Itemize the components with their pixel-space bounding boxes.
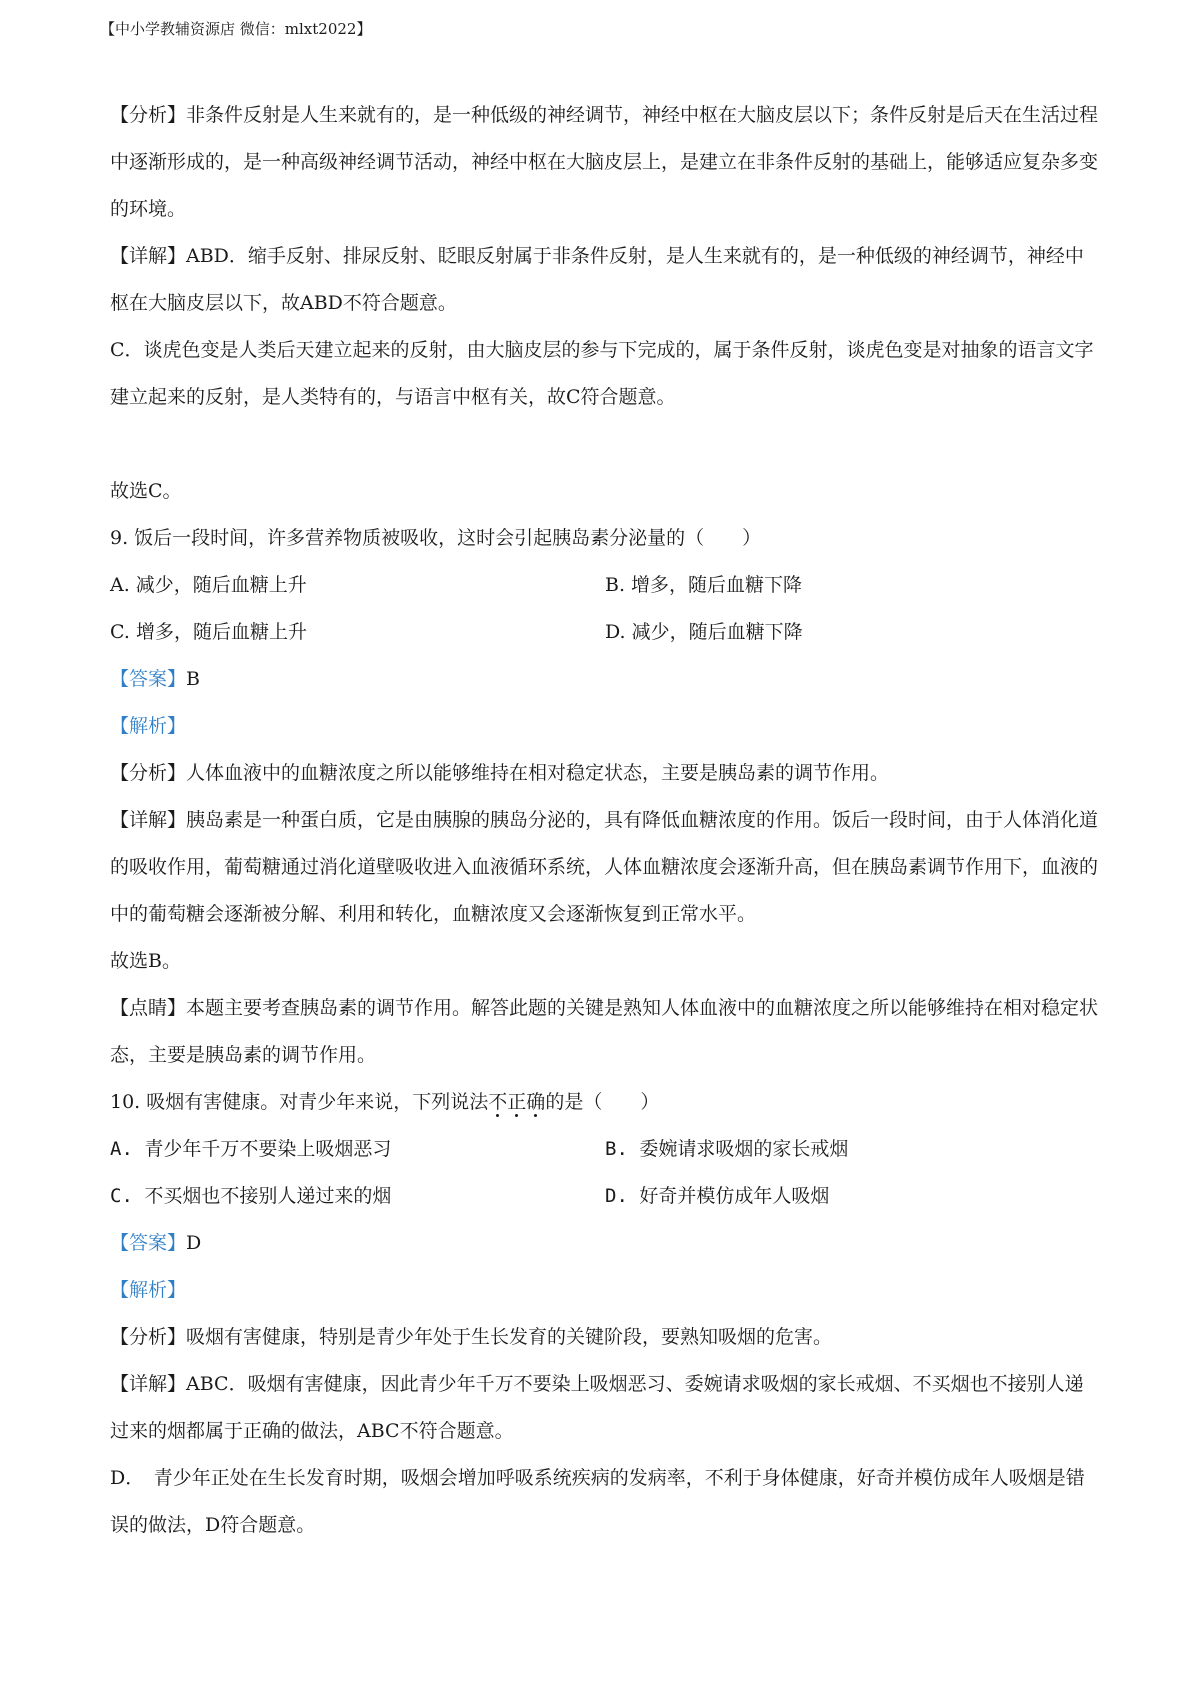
- q10-stem-pre: 10. 吸烟有害健康。对青少年来说，下列说法: [110, 1091, 489, 1113]
- q8-conclusion: 故选C。: [110, 480, 182, 502]
- q9-option-a: A. 减少，随后血糖上升: [110, 574, 307, 596]
- answer-value: B: [186, 668, 200, 690]
- q9-explain-tag: 【解析】: [110, 715, 187, 737]
- q10-answer: [110, 1220, 1100, 1267]
- q8-detail-c: C．谈虎色变是人类后天建立起来的反射，由大脑皮层的参与下完成的，属于条件反射，谈虎色变是对抽象的语言文字建立起来的反射，是人类特有的，与语言中枢有关，故C符合题意。: [110, 339, 1094, 408]
- q10-detail-abc: 【详解】ABC．吸烟有害健康，因此青少年千万不要染上吸烟恶习、委婉请求吸烟的家长戒烟、不买烟也不接别人递过来的烟都属于正确的做法，ABC不符合题意。: [110, 1373, 1084, 1442]
- q10-analysis: 【分析】吸烟有害健康，特别是青少年处于生长发育的关键阶段，要熟知吸烟的危害。: [110, 1326, 833, 1348]
- q9-answer: [110, 656, 1100, 703]
- q10-option-a: A. 青少年千万不要染上吸烟恶习: [110, 1138, 392, 1160]
- answer-tag: 【答案】: [110, 668, 187, 690]
- answer-tag: 【答案】: [110, 1232, 187, 1254]
- q9-options-row-2: [110, 609, 1100, 656]
- q10-detail-d: D． 青少年正处在生长发育时期，吸烟会增加呼吸系统疾病的发病率，不利于身体健康，好奇并模仿成年人吸烟是错误的做法，D符合题意。: [110, 1467, 1085, 1536]
- content-body: [110, 92, 1100, 1549]
- q9-conclusion: 故选B。: [110, 950, 181, 972]
- emphasis-char: 正: [507, 1091, 527, 1113]
- emphasis-char: 不: [488, 1091, 508, 1113]
- q9-analysis: 【分析】人体血液中的血糖浓度之所以能够维持在相对稳定状态，主要是胰岛素的调节作用。: [110, 762, 890, 784]
- answer-value: D: [186, 1232, 202, 1254]
- page-header-source: 【中小学教辅资源店 微信：mlxt2022】: [100, 20, 372, 38]
- q9-option-d: D. 减少，随后血糖下降: [605, 621, 803, 643]
- q9-option-b: B. 增多，随后血糖下降: [605, 574, 803, 596]
- q10-stem: [110, 1079, 1100, 1126]
- q9-stem: 9. 饭后一段时间，许多营养物质被吸收，这时会引起胰岛素分泌量的（ ）: [110, 527, 762, 549]
- q10-stem-emphasis: [488, 1091, 545, 1113]
- emphasis-char: 确: [526, 1091, 546, 1113]
- q10-options-row-1: [110, 1126, 1100, 1173]
- q9-comment: 【点睛】本题主要考查胰岛素的调节作用。解答此题的关键是熟知人体血液中的血糖浓度之所以能够维持在相对稳定状态，主要是胰岛素的调节作用。: [110, 997, 1099, 1066]
- q9-detail: 【详解】胰岛素是一种蛋白质，它是由胰腺的胰岛分泌的，具有降低血糖浓度的作用。饭后一段时间，由于人体消化道的吸收作用，葡萄糖通过消化道壁吸收进入血液循环系统，人体血糖浓度会逐渐升高，但在胰岛素调节作用下，血液的中的葡萄糖会逐渐被分解、利用和转化，血糖浓度又会逐渐恢复到正常水平。: [110, 809, 1099, 925]
- q8-detail-abd: 【详解】ABD．缩手反射、排尿反射、眨眼反射属于非条件反射，是人生来就有的，是一种低级的神经调节，神经中枢在大脑皮层以下，故ABD不符合题意。: [110, 245, 1084, 314]
- q8-analysis: 【分析】非条件反射是人生来就有的，是一种低级的神经调节，神经中枢在大脑皮层以下；条件反射是后天在生活过程中逐渐形成的，是一种高级神经调节活动，神经中枢在大脑皮层上，是建立在非条件反射的基础上，能够适应复杂多变的环境。: [110, 104, 1099, 220]
- q10-option-d: D. 好奇并模仿成年人吸烟: [605, 1185, 830, 1207]
- q10-stem-post: 的是（ ）: [545, 1091, 660, 1113]
- q10-option-c: C. 不买烟也不接别人递过来的烟: [110, 1185, 392, 1207]
- q9-options-row-1: [110, 562, 1100, 609]
- spacer: [110, 421, 1100, 468]
- q9-option-c: C. 增多，随后血糖上升: [110, 621, 307, 643]
- q10-explain-tag: 【解析】: [110, 1279, 187, 1301]
- q10-option-b: B. 委婉请求吸烟的家长戒烟: [605, 1138, 849, 1160]
- q10-options-row-2: [110, 1173, 1100, 1220]
